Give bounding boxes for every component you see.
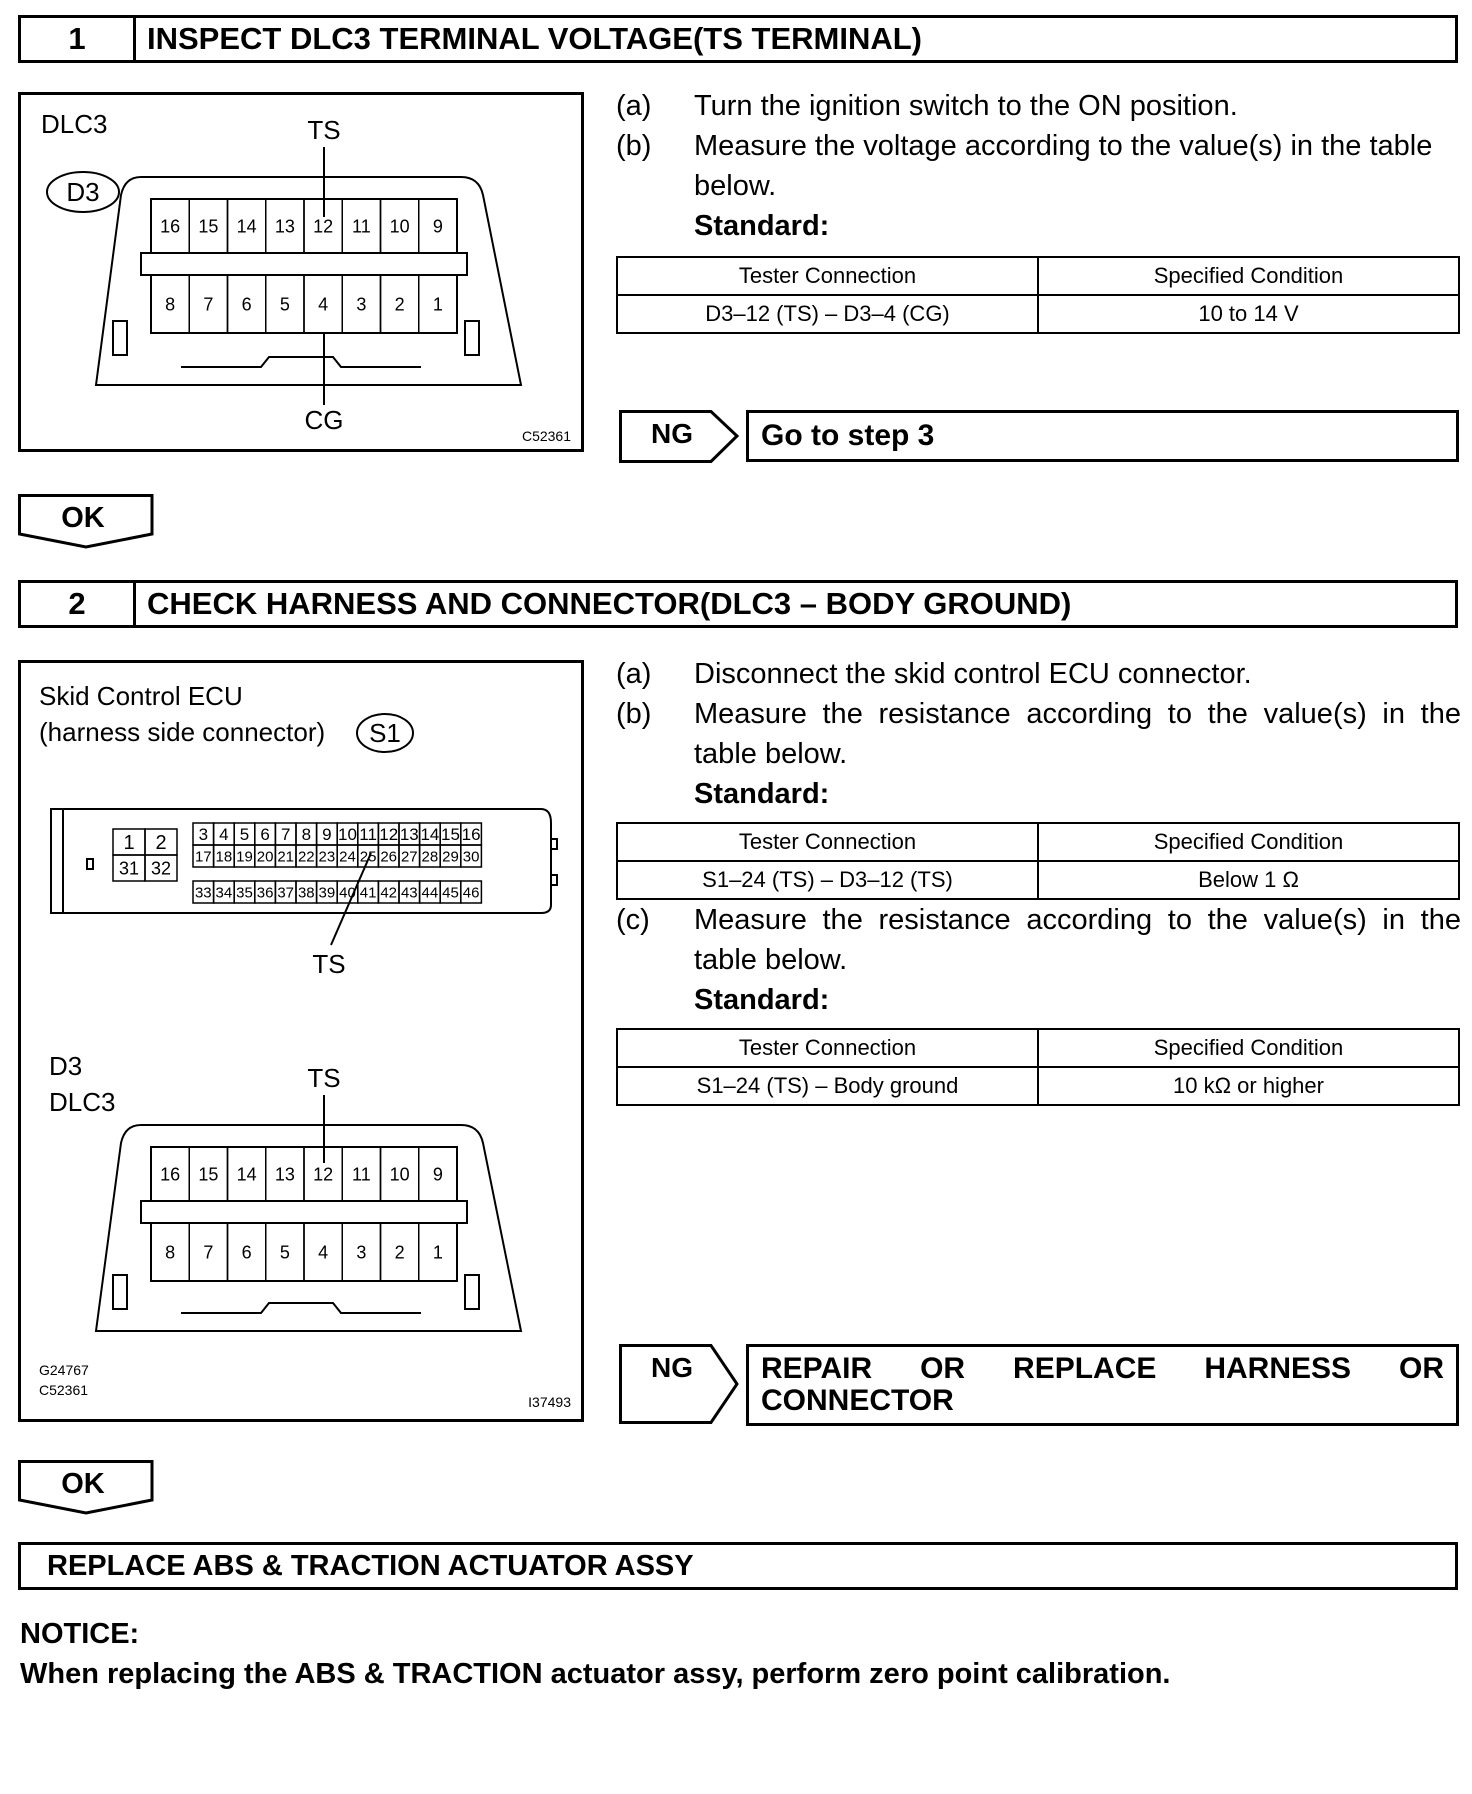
step-number: 2 [21, 583, 136, 625]
pin-number: 31 [118, 858, 140, 879]
pin-number: 37 [277, 884, 295, 902]
pin-number: 1 [432, 294, 443, 315]
step-number: 1 [21, 18, 136, 60]
table-header-row: Tester Connection Specified Condition [617, 823, 1459, 861]
pin-number: 19 [236, 848, 253, 866]
pin-number: 23 [318, 848, 336, 866]
pin-number: 33 [194, 884, 212, 902]
pin-number: 34 [215, 884, 233, 902]
pin-number: 14 [420, 825, 440, 845]
pin-number: 13 [274, 216, 295, 237]
pin-number: 11 [359, 825, 377, 845]
ok-button[interactable]: OK [18, 1460, 158, 1516]
final-action-header [18, 1542, 1458, 1590]
dlc3-connector-diagram [21, 95, 581, 449]
pin-number: 2 [394, 1242, 405, 1263]
instruction-item: (b) Measure the voltage according to the value(s) in the table below. [616, 130, 1433, 202]
table-header-row: Tester Connection Specified Condition [617, 1029, 1459, 1067]
pin-number: 2 [155, 832, 167, 855]
pin-number: 44 [421, 884, 439, 902]
pin-number: 40 [339, 884, 356, 902]
pin-number: 1 [123, 832, 135, 855]
pin-number: 4 [219, 825, 229, 845]
dlc3-figure [18, 92, 584, 452]
pin-number: 17 [194, 848, 212, 866]
dlc-name: DLC3 [49, 1087, 116, 1117]
pin-number: 9 [432, 216, 443, 237]
instruction-item: (a) Turn the ignition switch to the ON position. [616, 90, 1238, 122]
standard-label: Standard: [694, 778, 830, 810]
table-row: D3–12 (TS) – D3–4 (CG) 10 to 14 V [617, 295, 1459, 333]
pin-number: 13 [399, 825, 419, 845]
pin-number: 20 [256, 848, 274, 866]
step-2-instruction-c [616, 900, 1461, 1020]
pin-number: 4 [318, 294, 329, 315]
figure-id: C52361 [521, 428, 571, 444]
pin-number: 43 [400, 884, 418, 902]
pin-number: 6 [260, 825, 270, 845]
ecu-ts-label: TS [312, 949, 346, 979]
pin-number: 7 [203, 294, 214, 315]
step-1-instructions [616, 86, 1461, 246]
ts-label: TS [307, 115, 341, 145]
pin-number: 45 [442, 884, 459, 902]
pin-number: 4 [318, 1242, 329, 1263]
step-title: INSPECT DLC3 TERMINAL VOLTAGE(TS TERMINAL) [147, 21, 922, 56]
table-row: S1–24 (TS) – D3–12 (TS) Below 1 Ω [617, 861, 1459, 899]
pin-number: 38 [297, 884, 315, 902]
pin-number: 13 [274, 1164, 295, 1185]
notice-label: NOTICE: [20, 1618, 140, 1650]
dlc-ts-label: TS [307, 1063, 341, 1093]
ecu-code: S1 [369, 718, 401, 748]
pin-number: 41 [359, 884, 377, 902]
cg-label: CG [304, 405, 344, 435]
pin-number: 18 [215, 848, 233, 866]
connector-name: DLC3 [41, 109, 108, 139]
instruction-item: (c) Measure the resistance according to the value(s) in the table below. [616, 904, 1461, 976]
pin-number: 24 [339, 848, 356, 866]
pin-number: 10 [389, 1164, 410, 1185]
notice-text: When replacing the ABS & TRACTION actuator assy, perform zero point calibration. [20, 1658, 1171, 1690]
dlc3-pin-block [141, 1147, 467, 1281]
pin-number: 42 [380, 884, 398, 902]
pin-number: 39 [318, 884, 336, 902]
spec-table [616, 822, 1460, 900]
pin-number: 3 [356, 1242, 367, 1263]
pin-number: 14 [236, 216, 257, 237]
pin-number: 3 [198, 825, 209, 845]
figure-id: G24767 [39, 1362, 89, 1378]
pin-number: 15 [198, 216, 219, 237]
spec-table [616, 1028, 1460, 1106]
pin-number: 5 [279, 294, 290, 315]
pin-number: 35 [236, 884, 253, 902]
instruction-item: (a) Disconnect the skid control ECU connector. [616, 658, 1252, 690]
pin-number: 21 [277, 848, 295, 866]
ecu-main-pins [193, 823, 481, 903]
pin-number: 32 [150, 858, 172, 879]
pin-number: 5 [239, 825, 250, 845]
harness-diagram [21, 663, 581, 1419]
dlc3-pin-block [141, 199, 467, 333]
ng-action: REPAIR OR REPLACE HARNESS OR CONNECTOR [746, 1344, 1459, 1426]
pin-number: 22 [297, 848, 315, 866]
step-2-header [18, 580, 1458, 628]
ng-button[interactable]: NG [619, 1344, 739, 1424]
pin-number: 10 [338, 825, 357, 845]
pin-number: 5 [279, 1242, 290, 1263]
pin-number: 3 [356, 294, 367, 315]
ecu-left-pins [113, 829, 177, 881]
pin-number: 30 [462, 848, 480, 866]
ecu-title: Skid Control ECU [39, 681, 243, 711]
instruction-item: (b) Measure the resistance according to the value(s) in the table below. [616, 698, 1461, 770]
pin-number: 11 [352, 216, 371, 237]
dlc-code: D3 [49, 1051, 83, 1081]
pin-number: 8 [165, 1242, 176, 1263]
step-2-instructions [616, 654, 1461, 814]
ng-button[interactable]: NG [619, 410, 739, 462]
pin-number: 11 [352, 1164, 371, 1185]
pin-number: 8 [165, 294, 176, 315]
standard-label: Standard: [694, 210, 830, 242]
pin-number: 15 [441, 825, 460, 845]
step-1-header [18, 15, 1458, 63]
connector-code: D3 [66, 177, 100, 207]
table-header-row: Tester Connection Specified Condition [617, 257, 1459, 295]
pin-number: 6 [241, 294, 252, 315]
ng-action: Go to step 3 [746, 410, 1459, 462]
ok-button[interactable]: OK [18, 494, 158, 550]
pin-number: 29 [442, 848, 459, 866]
pin-number: 1 [432, 1242, 443, 1263]
pin-number: 15 [198, 1164, 219, 1185]
pin-number: 6 [241, 1242, 252, 1263]
pin-number: 36 [256, 884, 274, 902]
harness-figure [18, 660, 584, 1422]
pin-number: 46 [462, 884, 480, 902]
figure-id: I37493 [528, 1394, 571, 1410]
pin-number: 16 [160, 216, 181, 237]
spec-table [616, 256, 1460, 334]
pin-number: 16 [160, 1164, 181, 1185]
step-title: CHECK HARNESS AND CONNECTOR(DLC3 – BODY GROUND) [147, 586, 1072, 621]
pin-number: 7 [280, 825, 291, 845]
ecu-subtitle: (harness side connector) [39, 717, 326, 747]
pin-number: 14 [236, 1164, 257, 1185]
figure-id: C52361 [39, 1382, 89, 1398]
pin-number: 12 [313, 216, 334, 237]
final-action-title: REPLACE ABS & TRACTION ACTUATOR ASSY [47, 1549, 694, 1582]
pin-number: 12 [313, 1164, 334, 1185]
pin-number: 25 [359, 848, 377, 866]
pin-number: 9 [322, 825, 332, 845]
table-row: S1–24 (TS) – Body ground 10 kΩ or higher [617, 1067, 1459, 1105]
pin-number: 26 [380, 848, 398, 866]
pin-number: 16 [461, 825, 481, 845]
pin-number: 2 [394, 294, 405, 315]
pin-number: 7 [203, 1242, 214, 1263]
pin-number: 28 [421, 848, 439, 866]
pin-number: 8 [301, 825, 312, 845]
pin-number: 9 [432, 1164, 443, 1185]
pin-number: 12 [379, 825, 399, 845]
pin-number: 27 [400, 848, 418, 866]
pin-number: 10 [389, 216, 410, 237]
standard-label: Standard: [694, 984, 830, 1016]
